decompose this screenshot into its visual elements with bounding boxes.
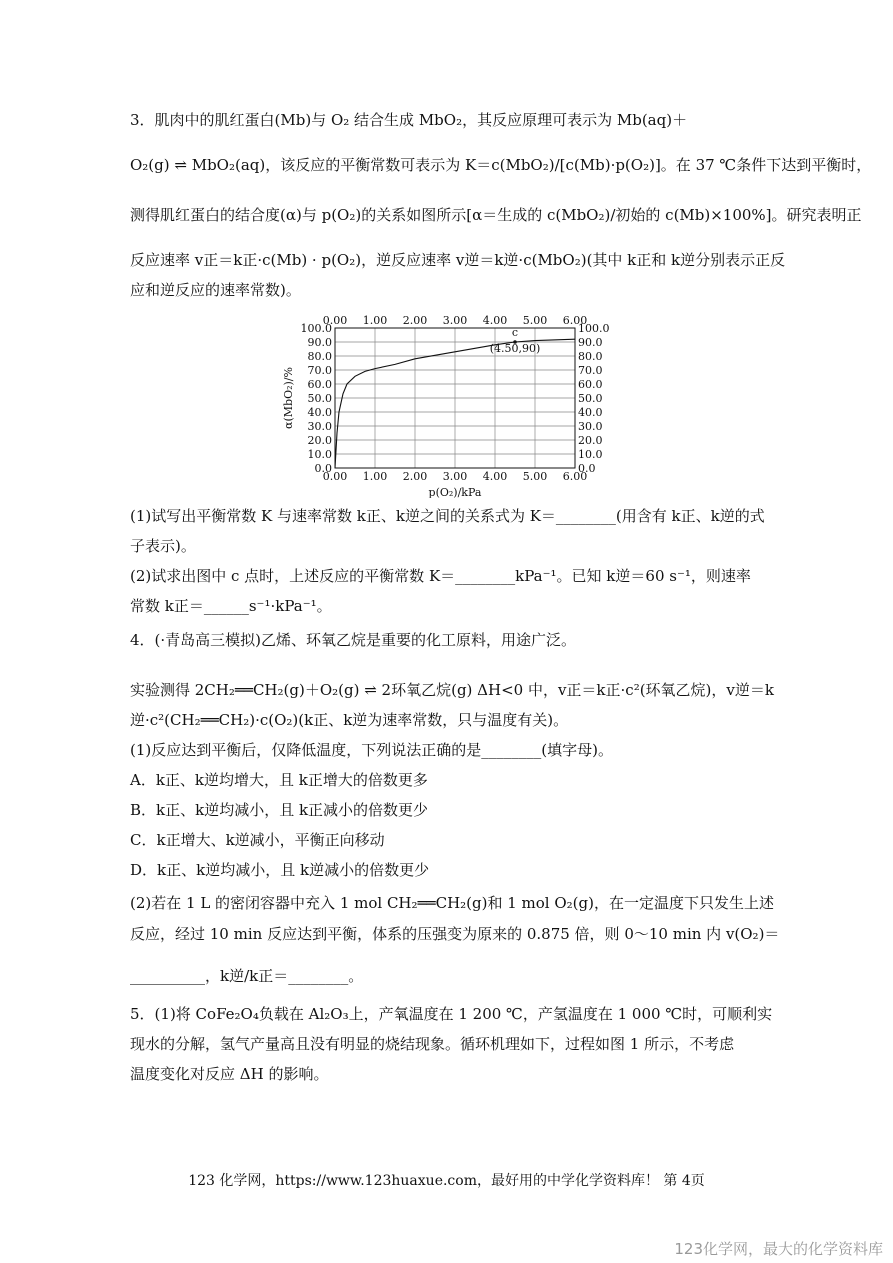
y-tick-label-right: 80.0 (578, 350, 603, 363)
text-line: (2)若在 1 L 的密闭容器中充入 1 mol CH₂══CH₂(g)和 1 mol O₂(g)，在一定温度下只发生上述 (130, 894, 774, 912)
y-tick-label-left: 0.0 (314, 462, 332, 475)
text-line: B．k正、k逆均减小，且 k正减小的倍数更少 (130, 801, 429, 819)
y-tick-label-right: 30.0 (578, 420, 603, 433)
x-tick-label-bottom: 5.00 (522, 470, 548, 483)
x-tick-label-top: 0.00 (322, 314, 348, 327)
text-line: 反应速率 v正＝k正·c(Mb) · p(O₂)，逆反应速率 v逆＝k逆·c(MbO₂)(其中 k正和 k逆分别表示正反 (130, 251, 786, 269)
text-line: 4．(·青岛高三模拟)乙烯、环氧乙烷是重要的化工原料，用途广泛。 (130, 631, 577, 649)
text-line: 3．肌肉中的肌红蛋白(Mb)与 O₂ 结合生成 MbO₂，其反应原理可表示为 Mb(aq)＋ (130, 111, 688, 129)
y-axis-label: α(MbO₂)/% (282, 367, 295, 429)
y-tick-label-right: 50.0 (578, 392, 603, 405)
x-tick-label-top: 3.00 (442, 314, 468, 327)
text-line: (2)试求出图中 c 点时，上述反应的平衡常数 K＝________kPa⁻¹。已知 k逆＝60 s⁻¹，则速率 (130, 567, 751, 585)
text-line: __________，k逆/k正＝________。 (130, 967, 364, 985)
text-line: O₂(g) ⇌ MbO₂(aq)，该反应的平衡常数可表示为 K＝c(MbO₂)/[c(Mb)·p(O₂)]。在 37 ℃条件下达到平衡时， (130, 156, 872, 174)
x-tick-label-bottom: 4.00 (482, 470, 508, 483)
y-tick-label-right: 0.0 (578, 462, 596, 475)
text-line: 反应，经过 10 min 反应达到平衡，体系的压强变为原来的 0.875 倍，则 0～10 min 内 v(O₂)＝ (130, 925, 780, 943)
x-tick-label-top: 6.00 (562, 314, 588, 327)
y-tick-label-left: 20.0 (307, 434, 332, 447)
point-c-label: c (511, 326, 519, 339)
y-tick-label-left: 30.0 (307, 420, 332, 433)
binding-curve-chart (280, 308, 610, 498)
text-line: 温度变化对反应 ΔH 的影响。 (130, 1065, 329, 1083)
x-tick-label-top: 2.00 (402, 314, 428, 327)
y-tick-label-right: 10.0 (578, 448, 603, 461)
y-tick-label-left: 70.0 (307, 364, 332, 377)
text-line: 现水的分解，氢气产量高且没有明显的烧结现象。循环机理如下，过程如图 1 所示，不考虑 (130, 1035, 735, 1053)
y-tick-label-right: 90.0 (578, 336, 603, 349)
text-line: 逆·c²(CH₂══CH₂)·c(O₂)(k正、k逆为速率常数，只与温度有关)。 (130, 711, 569, 729)
x-tick-label-top: 4.00 (482, 314, 508, 327)
watermark: 123化学网，最大的化学资料库 (674, 1240, 883, 1258)
y-tick-label-left: 10.0 (307, 448, 332, 461)
x-axis-label: p(O₂)/kPa (428, 486, 482, 498)
y-tick-label-right: 100.0 (578, 322, 610, 335)
x-tick-label-bottom: 6.00 (562, 470, 588, 483)
y-tick-label-left: 40.0 (307, 406, 332, 419)
text-line: 测得肌红蛋白的结合度(α)与 p(O₂)的关系如图所示[α＝生成的 c(MbO₂)/初始的 c(Mb)×100%]。研究表明正 (130, 206, 862, 224)
y-tick-label-right: 20.0 (578, 434, 603, 447)
y-tick-label-right: 60.0 (578, 378, 603, 391)
y-tick-label-left: 100.0 (300, 322, 332, 335)
x-tick-label-top: 1.00 (362, 314, 388, 327)
point-c-coords: (4.50,90) (489, 342, 541, 355)
text-line: 实验测得 2CH₂══CH₂(g)＋O₂(g) ⇌ 2环氧乙烷(g) ΔH<0 中，v正＝k正·c²(环氧乙烷)，v逆＝k (130, 681, 774, 699)
text-line: 常数 k正＝______s⁻¹·kPa⁻¹。 (130, 597, 332, 615)
y-tick-label-left: 60.0 (307, 378, 332, 391)
y-tick-label-left: 50.0 (307, 392, 332, 405)
x-tick-label-bottom: 1.00 (362, 470, 388, 483)
y-tick-label-left: 80.0 (307, 350, 332, 363)
x-tick-label-bottom: 0.00 (322, 470, 348, 483)
x-tick-label-top: 5.00 (522, 314, 548, 327)
text-line: 5．(1)将 CoFe₂O₄负载在 Al₂O₃上，产氧温度在 1 200 ℃，产氢温度在 1 000 ℃时，可顺利实 (130, 1005, 773, 1023)
y-tick-label-right: 70.0 (578, 364, 603, 377)
text-line: D．k正、k逆均减小，且 k逆减小的倍数更少 (130, 861, 430, 879)
text-line: 应和逆反应的速率常数)。 (130, 281, 301, 299)
y-tick-label-right: 40.0 (578, 406, 603, 419)
text-line: 子表示)。 (130, 537, 196, 555)
text-line: A．k正、k逆均增大，且 k正增大的倍数更多 (130, 771, 428, 789)
text-line: C．k正增大、k逆减小，平衡正向移动 (130, 831, 385, 849)
page-footer: 123 化学网，https://www.123huaxue.com，最好用的中学化学资料库！ 第 4页 (188, 1173, 705, 1189)
x-tick-label-bottom: 2.00 (402, 470, 428, 483)
x-tick-label-bottom: 3.00 (442, 470, 468, 483)
text-line: (1)试写出平衡常数 K 与速率常数 k正、k逆之间的关系式为 K＝________(用含有 k正、k逆的式 (130, 507, 765, 525)
y-tick-label-left: 90.0 (307, 336, 332, 349)
text-line: (1)反应达到平衡后，仅降低温度，下列说法正确的是________(填字母)。 (130, 741, 613, 759)
